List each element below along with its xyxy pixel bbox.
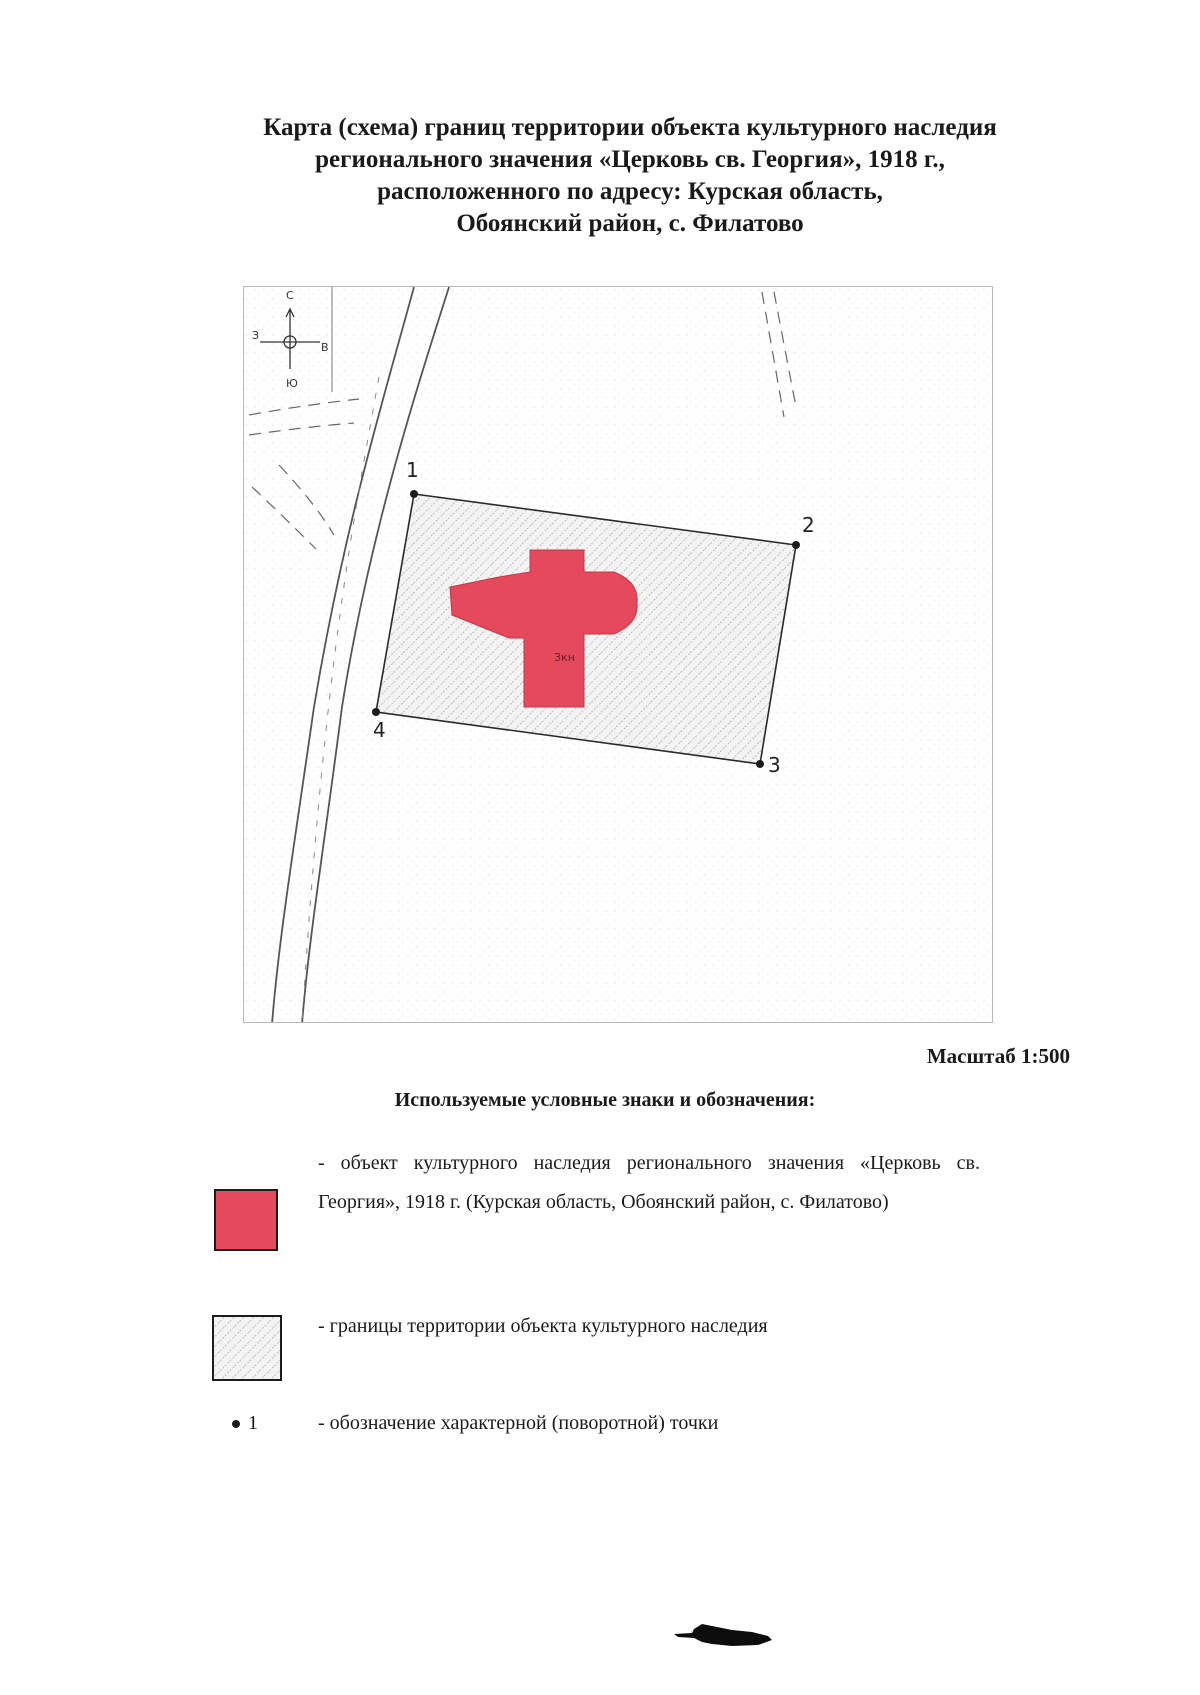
compass-north-label: С xyxy=(286,289,294,302)
map-canvas xyxy=(244,287,993,1023)
boundary-point-3-label: 3 xyxy=(768,753,781,777)
title-line-1: Карта (схема) границ территории объекта культурного наследия xyxy=(263,114,997,141)
compass-south-label: Ю xyxy=(286,377,298,390)
legend-heritage-object-text: - объект культурного наследия регионального значения «Церковь св. Георгия», 1918 г. (Курская область, Обоянский район, с. Филатово) xyxy=(318,1152,980,1213)
boundary-point-1-label: 1 xyxy=(406,458,419,482)
compass-east-label: В xyxy=(321,341,329,354)
legend-territory-text: - границы территории объекта культурного наследия xyxy=(318,1315,768,1337)
title-line-3: расположенного по адресу: Курская область, xyxy=(377,178,883,205)
title-line-2: регионального значения «Церковь св. Георгия», 1918 г., xyxy=(315,146,945,173)
legend-point-label: 1 xyxy=(248,1412,258,1434)
legend-point-symbol xyxy=(232,1410,258,1436)
boundary-point-4 xyxy=(372,708,380,716)
boundary-point-3 xyxy=(756,760,764,768)
point-dot-icon xyxy=(232,1420,240,1428)
building-label: Зкн xyxy=(554,651,575,664)
signature-mark xyxy=(672,1612,782,1657)
boundary-point-4-label: 4 xyxy=(373,718,386,742)
legend-point-text: - обозначение характерной (поворотной) точки xyxy=(318,1412,719,1434)
document-title xyxy=(150,112,1110,240)
compass-west-label: З xyxy=(252,329,260,342)
boundary-point-2-label: 2 xyxy=(802,513,815,537)
boundary-map xyxy=(243,286,993,1023)
title-line-4: Обоянский район, с. Филатово xyxy=(456,210,804,237)
legend-heading: Используемые условные знаки и обозначения: xyxy=(394,1089,816,1111)
boundary-point-1 xyxy=(410,490,418,498)
map-scale: Масштаб 1:500 xyxy=(926,1044,1070,1068)
legend-heritage-object-swatch xyxy=(214,1189,278,1251)
boundary-point-2 xyxy=(792,541,800,549)
legend-territory-swatch xyxy=(212,1315,282,1381)
